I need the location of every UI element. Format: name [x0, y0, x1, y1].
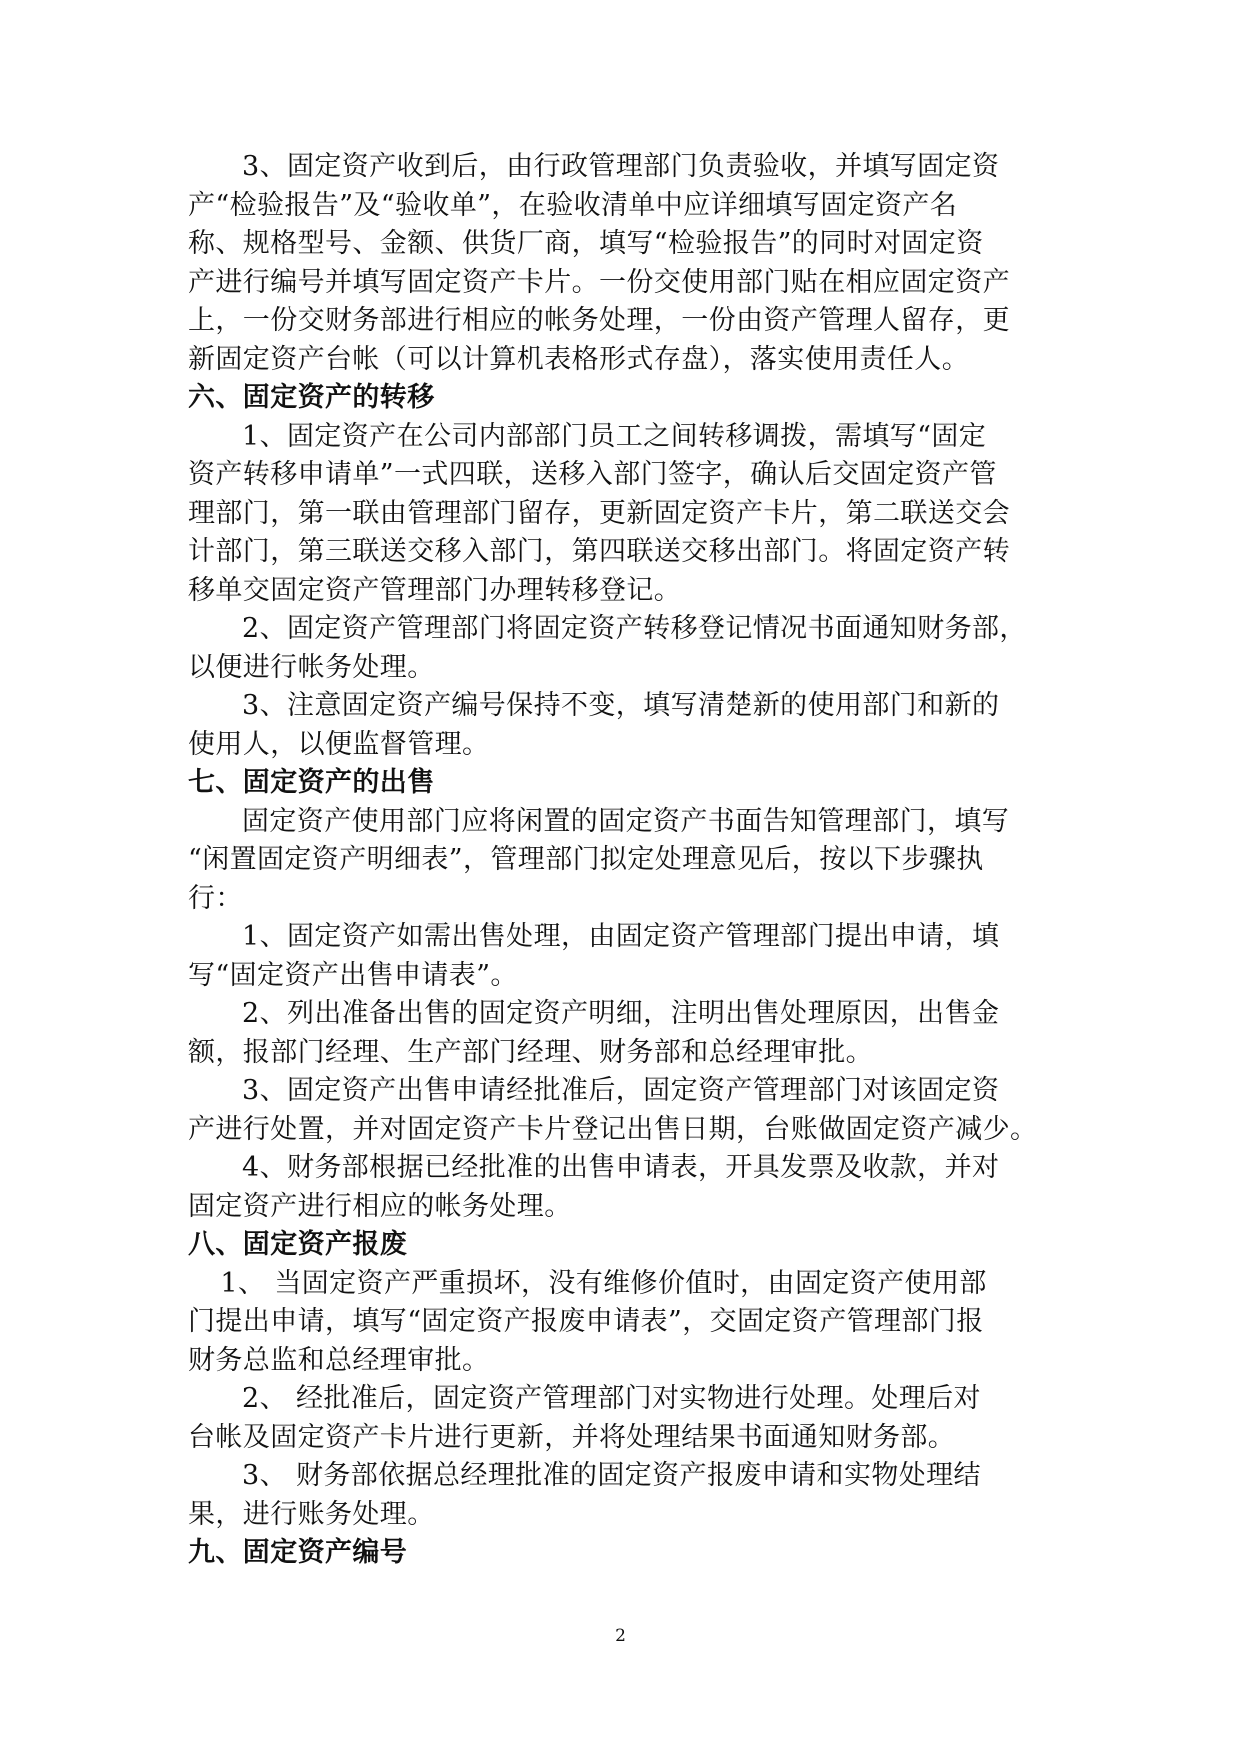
paragraph-line: 写“固定资产出售申请表”。 — [188, 959, 518, 991]
paragraph-line: “闲置固定资产明细表”，管理部门拟定处理意见后，按以下步骤执 — [188, 844, 984, 875]
paragraph-line: 2、列出准备出售的固定资产明细，注明出售处理原因，出售金 — [242, 998, 1000, 1029]
paragraph-line: 2、固定资产管理部门将固定资产转移登记情况书面通知财务部， — [242, 613, 1027, 644]
document-body — [188, 148, 1058, 1573]
paragraph-line: 理部门，第一联由管理部门留存，更新固定资产卡片，第二联送交会 — [188, 497, 1010, 529]
paragraph-line: 1、固定资产在公司内部部门员工之间转移调拨，需填写“固定 — [242, 420, 987, 452]
paragraph-line: 移单交固定资产管理部门办理转移登记。 — [188, 574, 682, 606]
paragraph-line: 产进行处置，并对固定资产卡片登记出售日期，台账做固定资产减少。 — [188, 1113, 1038, 1145]
paragraph-line: 固定资产进行相应的帐务处理。 — [188, 1190, 572, 1222]
section-heading: 九、固定资产编号 — [188, 1537, 408, 1568]
page-number: 2 — [615, 1626, 626, 1646]
paragraph-line: 新固定资产台帐（可以计算机表格形式存盘），落实使用责任人。 — [188, 343, 970, 375]
paragraph-line: 额，报部门经理、生产部门经理、财务部和总经理审批。 — [188, 1036, 873, 1068]
paragraph-line: 资产转移申请单”一式四联，送移入部门签字，确认后交固定资产管 — [188, 459, 997, 490]
paragraph-line: 称、规格型号、金额、供货厂商，填写“检验报告”的同时对固定资 — [188, 228, 984, 259]
section-heading: 六、固定资产的转移 — [188, 382, 435, 413]
paragraph-line: 产进行编号并填写固定资产卡片。一份交使用部门贴在相应固定资产 — [188, 266, 1010, 298]
paragraph-line: 1、固定资产如需出售处理，由固定资产管理部门提出申请，填 — [242, 921, 1000, 952]
section-heading: 八、固定资产报废 — [188, 1229, 408, 1260]
paragraph-line: 行： — [188, 882, 243, 914]
paragraph-line: 3、固定资产收到后，由行政管理部门负责验收，并填写固定资 — [242, 151, 1000, 182]
paragraph-line: 3、 财务部依据总经理批准的固定资产报废申请和实物处理结 — [242, 1460, 981, 1491]
paragraph-line: 4、财务部根据已经批准的出售申请表，开具发票及收款，并对 — [242, 1152, 1000, 1183]
paragraph-line: 计部门，第三联送交移入部门，第四联送交移出部门。将固定资产转 — [188, 536, 1010, 567]
paragraph-line: 财务总监和总经理审批。 — [188, 1344, 490, 1376]
paragraph-line: 台帐及固定资产卡片进行更新，并将处理结果书面通知财务部。 — [188, 1421, 956, 1453]
paragraph-line: 固定资产使用部门应将闲置的固定资产书面告知管理部门，填写 — [242, 805, 1010, 837]
paragraph-line: 产“检验报告”及“验收单”，在验收清单中应详细填写固定资产名 — [188, 189, 958, 221]
paragraph-line: 上，一份交财务部进行相应的帐务处理，一份由资产管理人留存，更 — [188, 305, 1010, 336]
paragraph-line: 1、 当固定资产严重损坏，没有维修价值时，由固定资产使用部 — [220, 1267, 987, 1299]
paragraph-line: 门提出申请，填写“固定资产报废申请表”，交固定资产管理部门报 — [188, 1306, 984, 1337]
paragraph-line: 3、注意固定资产编号保持不变，填写清楚新的使用部门和新的 — [242, 690, 1000, 721]
paragraph-line: 果，进行账务处理。 — [188, 1498, 435, 1530]
section-heading: 七、固定资产的出售 — [188, 767, 435, 798]
paragraph-line: 2、 经批准后，固定资产管理部门对实物进行处理。处理后对 — [242, 1383, 981, 1414]
paragraph-line: 以便进行帐务处理。 — [188, 651, 435, 683]
paragraph-line: 3、固定资产出售申请经批准后，固定资产管理部门对该固定资 — [242, 1075, 1000, 1106]
paragraph-line: 使用人，以便监督管理。 — [188, 728, 490, 760]
